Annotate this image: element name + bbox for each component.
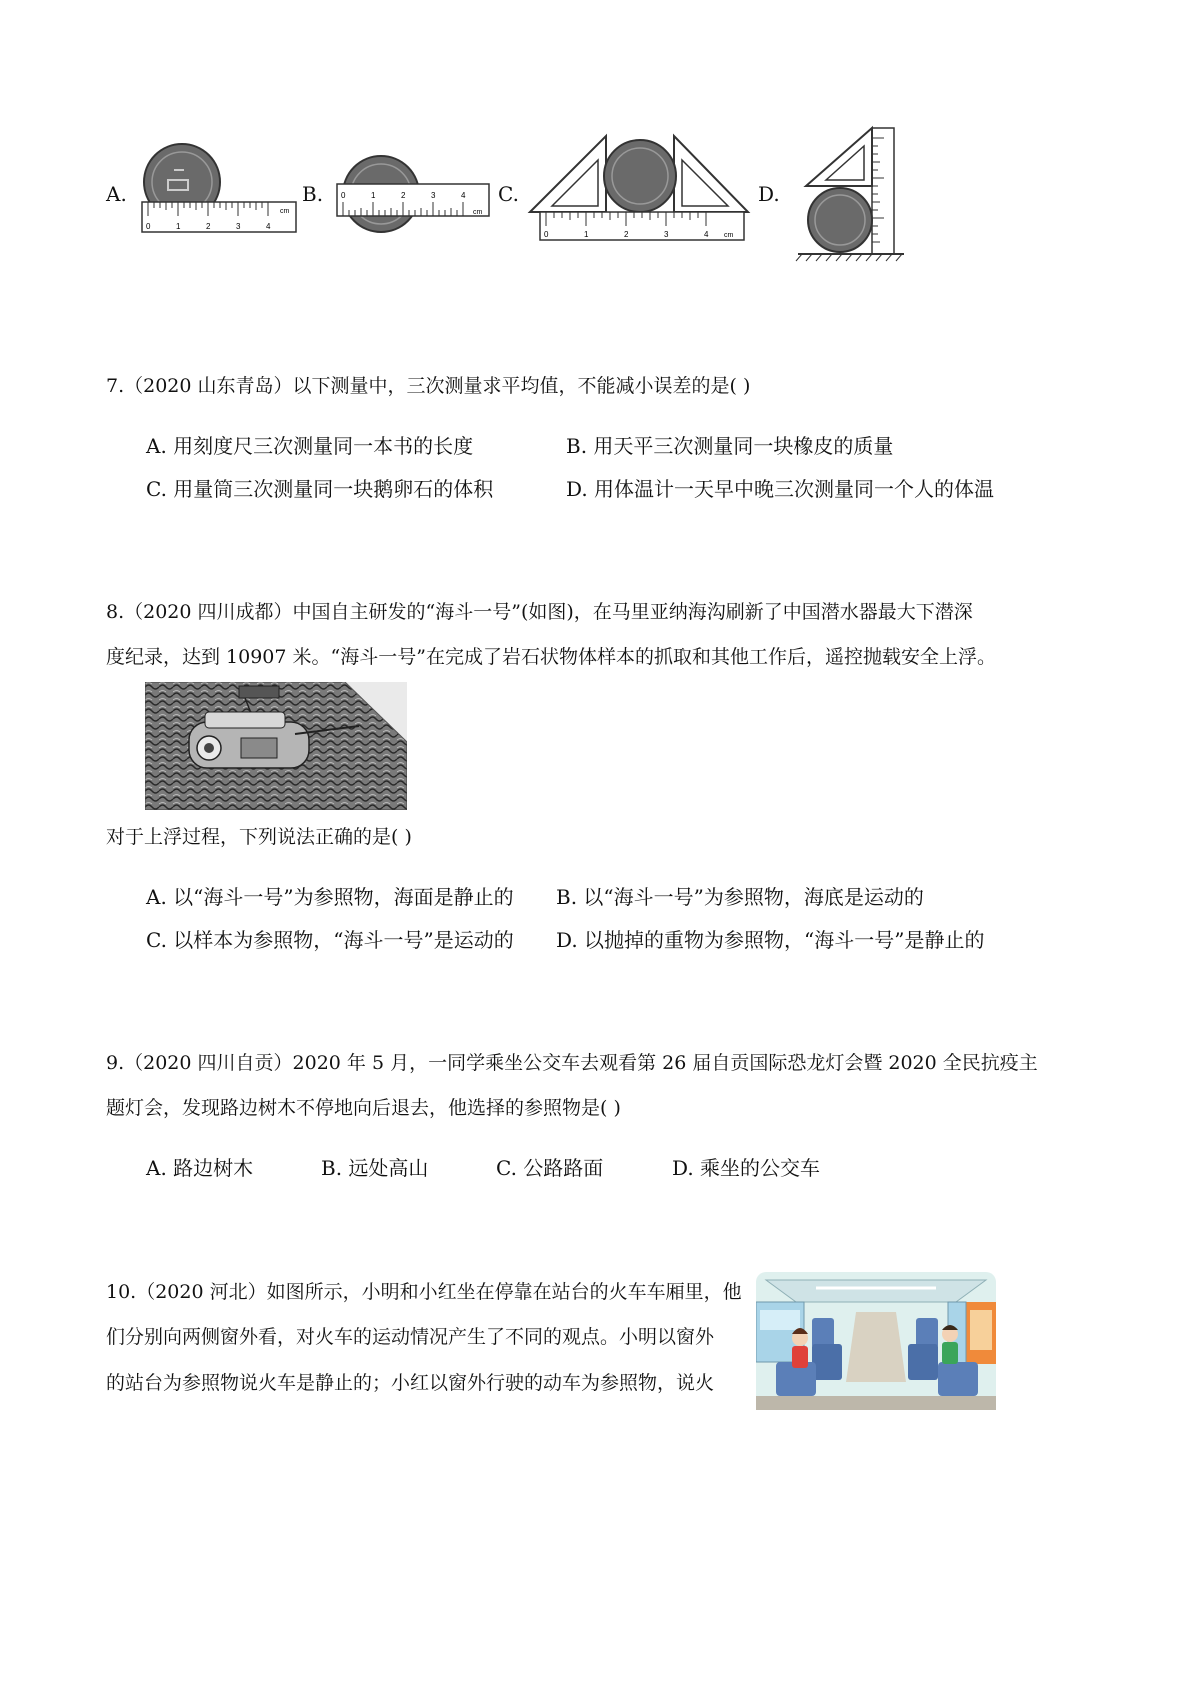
q6b-ruler-0: 0 — [341, 191, 346, 200]
q6-option-c-label: C. — [498, 182, 519, 206]
haidou-submersible-photo — [145, 682, 407, 810]
q6a-ruler-1: 1 — [176, 222, 181, 231]
q6b-ruler-4: 4 — [461, 191, 466, 200]
q6c-ruler-4: 4 — [704, 230, 709, 239]
q10-stem-line3: 的站台为参照物说火车是静止的；小红以窗外行驶的动车为参照物，说火 — [106, 1372, 715, 1394]
q10-stem-line1: 10.（2020 河北）如图所示，小明和小红坐在停靠在站台的火车车厢里，他 — [106, 1281, 742, 1303]
q6a-ruler-4: 4 — [266, 222, 271, 231]
q6c-ruler-3: 3 — [664, 230, 669, 239]
q6-figure-c — [526, 130, 756, 260]
q6-option-d-label: D. — [758, 182, 780, 206]
q8-stem-line2: 度纪录，达到 10907 米。“海斗一号”在完成了岩石状物体样本的抓取和其他工作后，遥控抛载安全上浮。 — [106, 646, 996, 668]
train-carriage-illustration — [756, 1272, 996, 1410]
q9-option-c: C. 公路路面 — [496, 1156, 604, 1180]
q6c-ruler-unit: cm — [724, 232, 734, 239]
q6b-ruler-3: 3 — [431, 191, 436, 200]
q9-stem-line1: 9.（2020 四川自贡）2020 年 5 月，一同学乘坐公交车去观看第 26 届自贡国际恐龙灯会暨 2020 全民抗疫主 — [106, 1052, 1038, 1074]
q7-option-b: B. 用天平三次测量同一块橡皮的质量 — [566, 434, 894, 458]
q6a-ruler-0: 0 — [146, 222, 151, 231]
q10-stem-line2: 们分别向两侧窗外看，对火车的运动情况产生了不同的观点。小明以窗外 — [106, 1326, 715, 1348]
q6a-ruler-3: 3 — [236, 222, 241, 231]
q8-stem-line3: 对于上浮过程，下列说法正确的是( ) — [106, 826, 412, 848]
q6a-ruler-2: 2 — [206, 222, 211, 231]
q6-figure-b — [333, 150, 493, 242]
q6-option-a-label: A. — [106, 182, 127, 206]
q9-option-a: A. 路边树木 — [146, 1156, 254, 1180]
q8-option-d: D. 以抛掉的重物为参照物，“海斗一号”是静止的 — [556, 928, 985, 952]
q8-option-b: B. 以“海斗一号”为参照物，海底是运动的 — [556, 885, 924, 909]
q7-stem: 7.（2020 山东青岛）以下测量中，三次测量求平均值，不能减小误差的是( ) — [106, 375, 751, 397]
q9-option-b: B. 远处高山 — [321, 1156, 429, 1180]
q6-figure-a — [138, 140, 298, 240]
q6-figure-d — [786, 124, 910, 264]
q6c-ruler-2: 2 — [624, 230, 629, 239]
q9-option-d: D. 乘坐的公交车 — [672, 1156, 821, 1180]
q8-option-a: A. 以“海斗一号”为参照物，海面是静止的 — [146, 885, 514, 909]
q7-option-a: A. 用刻度尺三次测量同一本书的长度 — [146, 434, 474, 458]
q6b-ruler-2: 2 — [401, 191, 406, 200]
q6c-ruler-0: 0 — [544, 230, 549, 239]
q6-option-b-label: B. — [302, 182, 324, 206]
q8-stem-line1: 8.（2020 四川成都）中国自主研发的“海斗一号”(如图)，在马里亚纳海沟刷新了中国潜水器最大下潜深 — [106, 601, 973, 623]
q8-option-c: C. 以样本为参照物，“海斗一号”是运动的 — [146, 928, 514, 952]
q9-stem-line2: 题灯会，发现路边树木不停地向后退去，他选择的参照物是( ) — [106, 1097, 621, 1119]
q6c-ruler-1: 1 — [584, 230, 589, 239]
q6b-ruler-unit: cm — [473, 209, 483, 216]
q6a-ruler-unit: cm — [280, 208, 290, 215]
q7-option-c: C. 用量筒三次测量同一块鹅卵石的体积 — [146, 477, 494, 501]
q6b-ruler-1: 1 — [371, 191, 376, 200]
q7-option-d: D. 用体温计一天早中晚三次测量同一个人的体温 — [566, 477, 995, 501]
